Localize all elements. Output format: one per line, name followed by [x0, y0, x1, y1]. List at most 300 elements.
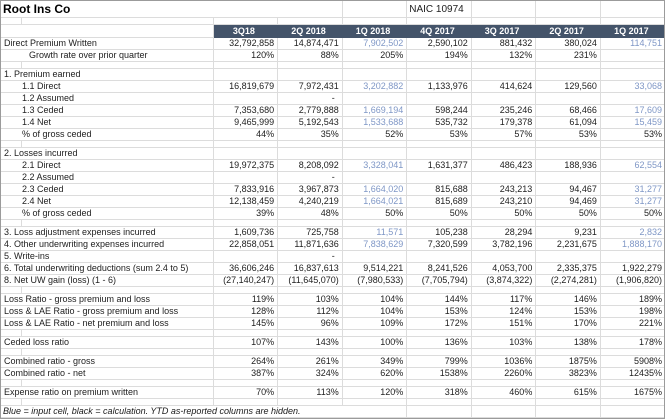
row-label[interactable]: 1.1 Direct: [1, 81, 213, 93]
cell[interactable]: 57%: [471, 129, 536, 141]
cell[interactable]: [407, 380, 472, 387]
cell[interactable]: [536, 349, 601, 356]
cell[interactable]: [213, 380, 278, 387]
row-label[interactable]: Direct Premium Written: [1, 38, 213, 50]
column-header-2q2018[interactable]: 2Q 2018: [278, 25, 343, 38]
cell[interactable]: 9,231: [536, 227, 601, 239]
cell[interactable]: 107%: [213, 337, 278, 349]
cell[interactable]: [536, 399, 601, 406]
cell[interactable]: [536, 148, 601, 160]
cell[interactable]: [1, 141, 213, 148]
cell[interactable]: [471, 93, 536, 105]
cell[interactable]: (7,980,533): [342, 275, 407, 287]
cell[interactable]: [600, 406, 665, 418]
cell[interactable]: [278, 330, 343, 337]
cell[interactable]: (11,645,070): [278, 275, 343, 287]
cell[interactable]: [536, 62, 601, 69]
cell[interactable]: 387%: [213, 368, 278, 380]
row-label[interactable]: 5. Write-ins: [1, 251, 213, 263]
cell[interactable]: 50%: [407, 208, 472, 220]
cell[interactable]: 3,202,882: [342, 81, 407, 93]
cell[interactable]: 35%: [278, 129, 343, 141]
cell[interactable]: 2,231,675: [536, 239, 601, 251]
cell[interactable]: 12435%: [600, 368, 665, 380]
cell[interactable]: 535,732: [407, 117, 472, 129]
table-row: [1, 318, 665, 330]
cell[interactable]: 178%: [600, 337, 665, 349]
cell[interactable]: 44%: [213, 129, 278, 141]
cell[interactable]: (27,140,247): [213, 275, 278, 287]
cell[interactable]: 7,833,916: [213, 184, 278, 196]
cell[interactable]: 143%: [278, 337, 343, 349]
cell[interactable]: 94,467: [536, 184, 601, 196]
cell[interactable]: 799%: [407, 356, 472, 368]
cell[interactable]: 70%: [213, 387, 278, 399]
row-label[interactable]: 1.3 Ceded: [1, 105, 213, 117]
cell[interactable]: 598,244: [407, 105, 472, 117]
cell[interactable]: 50%: [471, 208, 536, 220]
cell[interactable]: [342, 251, 407, 263]
cell[interactable]: [1, 287, 213, 294]
cell[interactable]: [342, 69, 407, 81]
cell[interactable]: [342, 380, 407, 387]
cell[interactable]: 120%: [342, 387, 407, 399]
cell[interactable]: [407, 148, 472, 160]
spacer-row: [1, 62, 665, 69]
cell[interactable]: [278, 220, 343, 227]
cell[interactable]: 124%: [471, 306, 536, 318]
cell[interactable]: -: [278, 172, 343, 184]
cell[interactable]: 16,819,679: [213, 81, 278, 93]
cell[interactable]: 100%: [342, 337, 407, 349]
cell[interactable]: [471, 330, 536, 337]
column-header-1q2017[interactable]: 1Q 2017: [600, 25, 665, 38]
cell[interactable]: 31,277: [600, 196, 665, 208]
cell[interactable]: 61,094: [536, 117, 601, 129]
cell[interactable]: [1, 330, 213, 337]
cell[interactable]: 119%: [213, 294, 278, 306]
cell[interactable]: 16,837,613: [278, 263, 343, 275]
cell[interactable]: 2260%: [471, 368, 536, 380]
cell[interactable]: 1538%: [407, 368, 472, 380]
cell[interactable]: 3,328,041: [342, 160, 407, 172]
row-label[interactable]: Combined ratio - gross: [1, 356, 213, 368]
cell[interactable]: [278, 380, 343, 387]
cell[interactable]: [536, 220, 601, 227]
cell[interactable]: [536, 406, 601, 418]
cell[interactable]: 145%: [213, 318, 278, 330]
cell[interactable]: [342, 93, 407, 105]
cell[interactable]: [213, 220, 278, 227]
cell[interactable]: 620%: [342, 368, 407, 380]
cell[interactable]: 318%: [407, 387, 472, 399]
cell[interactable]: 11,871,636: [278, 239, 343, 251]
cell[interactable]: 179,378: [471, 117, 536, 129]
cell[interactable]: 172%: [407, 318, 472, 330]
cell[interactable]: (3,874,322): [471, 275, 536, 287]
cell[interactable]: [536, 172, 601, 184]
row-label[interactable]: 6. Total underwriting deductions (sum 2.4 to 5): [1, 263, 213, 275]
cell[interactable]: [342, 172, 407, 184]
cell[interactable]: [600, 148, 665, 160]
cell[interactable]: 15,459: [600, 117, 665, 129]
cell[interactable]: [278, 287, 343, 294]
cell[interactable]: 1036%: [471, 356, 536, 368]
cell[interactable]: 109%: [342, 318, 407, 330]
table-foot: [1, 406, 665, 418]
cell[interactable]: 9,514,221: [342, 263, 407, 275]
cell[interactable]: 221%: [600, 318, 665, 330]
cell[interactable]: [407, 349, 472, 356]
cell[interactable]: [536, 93, 601, 105]
cell[interactable]: [471, 399, 536, 406]
row-label[interactable]: 1.4 Net: [1, 117, 213, 129]
cell[interactable]: 460%: [471, 387, 536, 399]
cell[interactable]: 815,688: [407, 184, 472, 196]
row-label[interactable]: 2. Losses incurred: [1, 148, 213, 160]
cell[interactable]: 1,533,688: [342, 117, 407, 129]
cell[interactable]: [278, 62, 343, 69]
cell[interactable]: 50%: [342, 208, 407, 220]
cell[interactable]: 50%: [536, 208, 601, 220]
cell[interactable]: [342, 1, 407, 18]
cell[interactable]: 881,432: [471, 38, 536, 50]
cell[interactable]: [471, 287, 536, 294]
cell[interactable]: 1,888,170: [600, 239, 665, 251]
cell[interactable]: 189%: [600, 294, 665, 306]
cell[interactable]: 96%: [278, 318, 343, 330]
column-header-3q2017[interactable]: 3Q 2017: [471, 25, 536, 38]
cell[interactable]: 1,133,976: [407, 81, 472, 93]
footnote-row: [1, 406, 665, 418]
cell[interactable]: 114,751: [600, 38, 665, 50]
cell[interactable]: 2,335,375: [536, 263, 601, 275]
column-header-2q2017[interactable]: 2Q 2017: [536, 25, 601, 38]
cell[interactable]: 243,210: [471, 196, 536, 208]
cell[interactable]: [600, 349, 665, 356]
spacer-row: [1, 330, 665, 337]
cell[interactable]: 1875%: [536, 356, 601, 368]
cell[interactable]: [600, 220, 665, 227]
row-label[interactable]: 8. Net UW gain (loss) (1 - 6): [1, 275, 213, 287]
spacer-row: [1, 399, 665, 406]
row-label[interactable]: Loss & LAE Ratio - gross premium and loss: [1, 306, 213, 318]
cell[interactable]: [342, 148, 407, 160]
cell[interactable]: [471, 141, 536, 148]
table-row: [1, 294, 665, 306]
cell[interactable]: [213, 69, 278, 81]
cell[interactable]: [407, 69, 472, 81]
cell[interactable]: 2,590,102: [407, 38, 472, 50]
cell[interactable]: 261%: [278, 356, 343, 368]
cell[interactable]: [600, 50, 665, 62]
cell[interactable]: 3,782,196: [471, 239, 536, 251]
cell[interactable]: 151%: [471, 318, 536, 330]
cell[interactable]: [407, 399, 472, 406]
cell[interactable]: [407, 406, 472, 418]
cell[interactable]: [1, 25, 213, 38]
cell[interactable]: [213, 141, 278, 148]
cell[interactable]: [471, 406, 536, 418]
cell[interactable]: [278, 349, 343, 356]
cell[interactable]: 5,192,543: [278, 117, 343, 129]
cell[interactable]: [278, 148, 343, 160]
cell[interactable]: 105,238: [407, 227, 472, 239]
cell[interactable]: 19,972,375: [213, 160, 278, 172]
row-label[interactable]: Loss & LAE Ratio - net premium and loss: [1, 318, 213, 330]
cell[interactable]: 153%: [536, 306, 601, 318]
cell[interactable]: [471, 62, 536, 69]
cell[interactable]: 52%: [342, 129, 407, 141]
cell[interactable]: [213, 62, 278, 69]
cell[interactable]: 120%: [213, 50, 278, 62]
cell[interactable]: [342, 220, 407, 227]
cell[interactable]: 1,664,020: [342, 184, 407, 196]
cell[interactable]: [342, 141, 407, 148]
row-label[interactable]: 1. Premium earned: [1, 69, 213, 81]
legend-note[interactable]: Blue = input cell, black = calculation. YTD as-reported columns are hidden.: [1, 406, 407, 418]
cell[interactable]: 94,469: [536, 196, 601, 208]
cell[interactable]: 4,240,219: [278, 196, 343, 208]
row-label[interactable]: Expense ratio on premium written: [1, 387, 213, 399]
cell[interactable]: [600, 287, 665, 294]
cell[interactable]: 146%: [536, 294, 601, 306]
row-label[interactable]: Loss Ratio - gross premium and loss: [1, 294, 213, 306]
cell[interactable]: -: [278, 251, 343, 263]
cell[interactable]: 53%: [600, 129, 665, 141]
cell[interactable]: [213, 172, 278, 184]
cell[interactable]: 22,858,051: [213, 239, 278, 251]
cell[interactable]: 815,689: [407, 196, 472, 208]
cell[interactable]: [471, 349, 536, 356]
cell[interactable]: [407, 141, 472, 148]
row-label[interactable]: 2.4 Net: [1, 196, 213, 208]
cell[interactable]: 50%: [600, 208, 665, 220]
column-header-4q2017[interactable]: 4Q 2017: [407, 25, 472, 38]
cell[interactable]: [471, 220, 536, 227]
cell[interactable]: 39%: [213, 208, 278, 220]
cell[interactable]: 103%: [471, 337, 536, 349]
cell[interactable]: 3823%: [536, 368, 601, 380]
cell[interactable]: [213, 399, 278, 406]
spacer-row: [1, 380, 665, 387]
cell[interactable]: 88%: [278, 50, 343, 62]
cell[interactable]: 414,624: [471, 81, 536, 93]
cell[interactable]: [342, 330, 407, 337]
cell[interactable]: 68,466: [536, 105, 601, 117]
cell[interactable]: [342, 287, 407, 294]
cell[interactable]: [213, 251, 278, 263]
cell[interactable]: [471, 69, 536, 81]
cell[interactable]: 14,874,471: [278, 38, 343, 50]
cell[interactable]: 1675%: [600, 387, 665, 399]
cell[interactable]: 1,609,736: [213, 227, 278, 239]
cell[interactable]: 153%: [407, 306, 472, 318]
row-label[interactable]: Ceded loss ratio: [1, 337, 213, 349]
cell[interactable]: [471, 380, 536, 387]
row-label[interactable]: 2.1 Direct: [1, 160, 213, 172]
cell[interactable]: 132%: [471, 50, 536, 62]
cell[interactable]: [600, 380, 665, 387]
sheet-title[interactable]: Root Ins Co: [1, 1, 342, 18]
cell[interactable]: [407, 330, 472, 337]
row-label[interactable]: % of gross ceded: [1, 208, 213, 220]
cell[interactable]: 615%: [536, 387, 601, 399]
cell[interactable]: 349%: [342, 356, 407, 368]
row-label[interactable]: 2.3 Ceded: [1, 184, 213, 196]
cell[interactable]: 128%: [213, 306, 278, 318]
cell[interactable]: 170%: [536, 318, 601, 330]
cell[interactable]: [471, 251, 536, 263]
cell[interactable]: 11,571: [342, 227, 407, 239]
cell[interactable]: 7,972,431: [278, 81, 343, 93]
cell[interactable]: 28,294: [471, 227, 536, 239]
cell[interactable]: [1, 62, 213, 69]
cell[interactable]: [536, 141, 601, 148]
cell[interactable]: 7,902,502: [342, 38, 407, 50]
cell[interactable]: 205%: [342, 50, 407, 62]
cell[interactable]: -: [278, 93, 343, 105]
cell[interactable]: 486,423: [471, 160, 536, 172]
cell[interactable]: [536, 330, 601, 337]
cell[interactable]: 8,208,092: [278, 160, 343, 172]
row-label[interactable]: % of gross ceded: [1, 129, 213, 141]
naic-number[interactable]: NAIC 10974: [407, 1, 472, 18]
cell[interactable]: [213, 330, 278, 337]
cell[interactable]: 12,138,459: [213, 196, 278, 208]
cell[interactable]: [1, 349, 213, 356]
cell[interactable]: 138%: [536, 337, 601, 349]
cell[interactable]: 5908%: [600, 356, 665, 368]
cell[interactable]: [600, 93, 665, 105]
cell[interactable]: 198%: [600, 306, 665, 318]
cell[interactable]: 725,758: [278, 227, 343, 239]
cell[interactable]: [600, 1, 665, 18]
cell[interactable]: 2,832: [600, 227, 665, 239]
cell[interactable]: [407, 220, 472, 227]
cell[interactable]: [213, 93, 278, 105]
cell[interactable]: [471, 1, 536, 18]
cell[interactable]: 144%: [407, 294, 472, 306]
cell[interactable]: [407, 62, 472, 69]
row-label[interactable]: Combined ratio - net: [1, 368, 213, 380]
row-label[interactable]: 2.2 Assumed: [1, 172, 213, 184]
cell[interactable]: 8,241,526: [407, 263, 472, 275]
cell[interactable]: [407, 251, 472, 263]
cell[interactable]: 231%: [536, 50, 601, 62]
cell[interactable]: 17,609: [600, 105, 665, 117]
cell[interactable]: 380,024: [536, 38, 601, 50]
cell[interactable]: [213, 148, 278, 160]
cell[interactable]: 7,838,629: [342, 239, 407, 251]
cell[interactable]: [213, 287, 278, 294]
cell[interactable]: 1,631,377: [407, 160, 472, 172]
spacer-row: [1, 287, 665, 294]
cell[interactable]: 4,053,700: [471, 263, 536, 275]
cell[interactable]: [407, 172, 472, 184]
cell[interactable]: 33,068: [600, 81, 665, 93]
cell[interactable]: 1,669,194: [342, 105, 407, 117]
cell[interactable]: 7,353,680: [213, 105, 278, 117]
cell[interactable]: 31,277: [600, 184, 665, 196]
cell[interactable]: 3,967,873: [278, 184, 343, 196]
cell[interactable]: [278, 69, 343, 81]
cell[interactable]: [342, 349, 407, 356]
cell[interactable]: [536, 251, 601, 263]
cell[interactable]: 104%: [342, 306, 407, 318]
column-header-3q18[interactable]: 3Q18: [213, 25, 278, 38]
cell[interactable]: [600, 62, 665, 69]
cell[interactable]: 188,936: [536, 160, 601, 172]
cell[interactable]: [536, 380, 601, 387]
cell[interactable]: (2,274,281): [536, 275, 601, 287]
cell[interactable]: 48%: [278, 208, 343, 220]
cell[interactable]: 53%: [407, 129, 472, 141]
cell[interactable]: 243,213: [471, 184, 536, 196]
cell[interactable]: [600, 141, 665, 148]
cell[interactable]: 7,320,599: [407, 239, 472, 251]
cell[interactable]: 36,606,246: [213, 263, 278, 275]
cell[interactable]: [600, 399, 665, 406]
cell[interactable]: 129,560: [536, 81, 601, 93]
cell[interactable]: [342, 399, 407, 406]
cell[interactable]: 32,792,858: [213, 38, 278, 50]
cell[interactable]: [471, 148, 536, 160]
cell[interactable]: [471, 172, 536, 184]
row-label[interactable]: 1.2 Assumed: [1, 93, 213, 105]
cell[interactable]: [536, 1, 601, 18]
cell[interactable]: 53%: [536, 129, 601, 141]
cell[interactable]: [536, 69, 601, 81]
column-header-1q2018[interactable]: 1Q 2018: [342, 25, 407, 38]
cell[interactable]: [278, 399, 343, 406]
cell[interactable]: 136%: [407, 337, 472, 349]
cell[interactable]: 104%: [342, 294, 407, 306]
cell[interactable]: 113%: [278, 387, 343, 399]
cell[interactable]: [342, 62, 407, 69]
cell[interactable]: [600, 69, 665, 81]
cell[interactable]: [1, 399, 213, 406]
cell[interactable]: [600, 172, 665, 184]
cell[interactable]: 1,664,021: [342, 196, 407, 208]
cell[interactable]: 112%: [278, 306, 343, 318]
cell[interactable]: 1,922,279: [600, 263, 665, 275]
cell[interactable]: [600, 251, 665, 263]
cell[interactable]: 235,246: [471, 105, 536, 117]
cell[interactable]: [407, 287, 472, 294]
cell[interactable]: [278, 141, 343, 148]
cell[interactable]: 103%: [278, 294, 343, 306]
cell[interactable]: [1, 380, 213, 387]
cell[interactable]: [600, 330, 665, 337]
cell[interactable]: 324%: [278, 368, 343, 380]
cell[interactable]: 2,779,888: [278, 105, 343, 117]
cell[interactable]: 9,465,999: [213, 117, 278, 129]
cell[interactable]: (1,906,820): [600, 275, 665, 287]
cell[interactable]: [213, 349, 278, 356]
row-label[interactable]: 3. Loss adjustment expenses incurred: [1, 227, 213, 239]
cell[interactable]: 117%: [471, 294, 536, 306]
cell[interactable]: 264%: [213, 356, 278, 368]
cell[interactable]: [1, 220, 213, 227]
cell[interactable]: 62,554: [600, 160, 665, 172]
row-label[interactable]: Growth rate over prior quarter: [1, 50, 213, 62]
cell[interactable]: 194%: [407, 50, 472, 62]
cell[interactable]: (7,705,794): [407, 275, 472, 287]
row-label[interactable]: 4. Other underwriting expenses incurred: [1, 239, 213, 251]
cell[interactable]: [536, 287, 601, 294]
cell[interactable]: [407, 93, 472, 105]
